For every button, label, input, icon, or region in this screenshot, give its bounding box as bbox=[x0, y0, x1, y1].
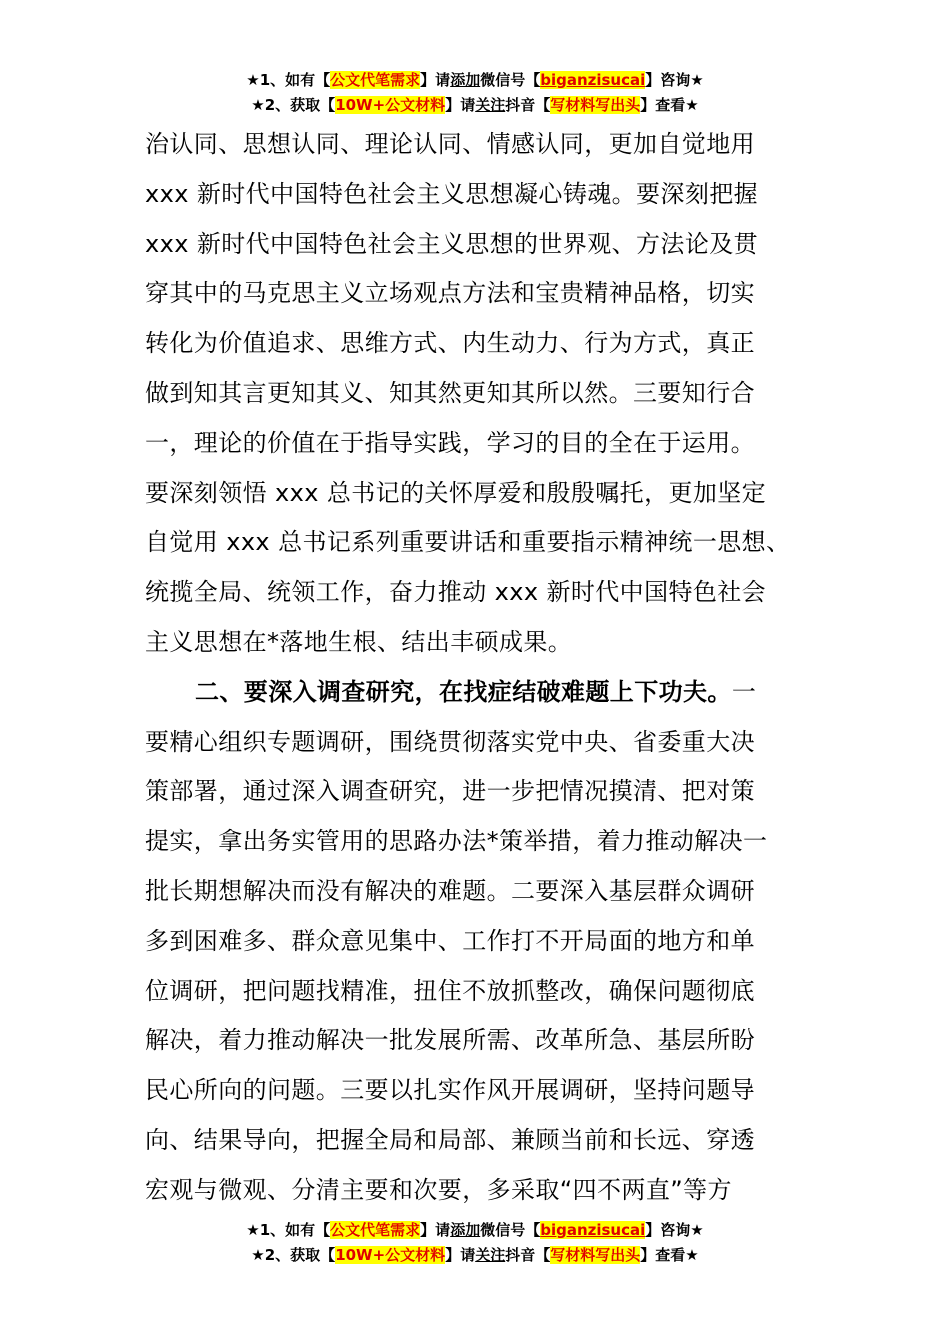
body-line: xxx 新时代中国特色社会主义思想凝心铸魂。要深刻把握 bbox=[145, 179, 759, 208]
body-line: 一，理论的价值在于指导实践，学习的目的全在于运用。 bbox=[145, 428, 755, 457]
body-line: 穿其中的马克思主义立场观点方法和宝贵精神品格，切实 bbox=[145, 279, 755, 308]
banner-text: 微信号【 bbox=[480, 1221, 541, 1239]
banner-text: ★1、如有【 bbox=[246, 1221, 331, 1239]
banner-underlined: 添加 bbox=[450, 71, 481, 89]
banner-highlight: 10W+公文材料 bbox=[335, 1246, 446, 1264]
body-line: 批长期想解决而没有解决的难题。二要深入基层群众调研 bbox=[145, 876, 755, 905]
banner-text: ★2、获取【 bbox=[251, 96, 336, 114]
banner-text: 】请 bbox=[445, 96, 476, 114]
banner-text: ★2、获取【 bbox=[251, 1246, 336, 1264]
body-line: 要精心组织专题调研，围绕贯彻落实党中央、省委重大决 bbox=[145, 727, 755, 756]
body-line: 宏观与微观、分清主要和次要，多采取“四不两直”等方 bbox=[145, 1175, 732, 1204]
body-line: xxx 新时代中国特色社会主义思想的世界观、方法论及贯 bbox=[145, 229, 759, 258]
body-line: 自觉用 xxx 总书记系列重要讲话和重要指示精神统一思想、 bbox=[145, 528, 791, 557]
body-line: 转化为价值追求、思维方式、内生动力、行为方式，真正 bbox=[145, 329, 755, 358]
body-line: 治认同、思想认同、理论认同、情感认同，更加自觉地用 bbox=[145, 130, 755, 158]
banner-highlight: 10W+公文材料 bbox=[335, 96, 446, 114]
banner-highlight: 公文代笔需求 bbox=[330, 1221, 421, 1239]
banner-text: 】咨询★ bbox=[645, 71, 704, 89]
banner-underlined: 添加 bbox=[450, 1221, 481, 1239]
banner-highlight: 写材料写出头 bbox=[550, 96, 641, 114]
body-line: 向、结果导向，把握全局和局部、兼顾当前和长远、穿透 bbox=[145, 1125, 755, 1154]
banner-underlined: 关注 bbox=[475, 1246, 506, 1264]
banner-underlined: 关注 bbox=[475, 96, 506, 114]
banner-text: 微信号【 bbox=[480, 71, 541, 89]
document-body bbox=[145, 120, 813, 1216]
banner-text: 抖音【 bbox=[505, 1246, 551, 1264]
body-line: 位调研，把问题找精准，扭住不放抓整改，确保问题彻底 bbox=[145, 976, 755, 1005]
section-heading-continuation: 一 bbox=[731, 677, 757, 706]
banner-text: 】请 bbox=[445, 1246, 476, 1264]
banner-text: 】查看★ bbox=[640, 96, 699, 114]
banner-line-1 bbox=[0, 1218, 950, 1243]
body-line: 主义思想在*落地生根、结出丰硕成果。 bbox=[145, 627, 573, 656]
header-banner bbox=[0, 68, 950, 118]
banner-text: 抖音【 bbox=[505, 96, 551, 114]
banner-text: 】请 bbox=[420, 71, 451, 89]
banner-text: 】查看★ bbox=[640, 1246, 699, 1264]
body-line: 做到知其言更知其义、知其然更知其所以然。三要知行合 bbox=[145, 378, 755, 407]
body-line: 多到困难多、群众意见集中、工作打不开局面的地方和单 bbox=[145, 926, 755, 955]
banner-wechat-id: biganzisucai bbox=[540, 71, 646, 89]
banner-line-2 bbox=[0, 93, 950, 118]
footer-banner bbox=[0, 1218, 950, 1268]
section-heading: 二、要深入调查研究，在找症结破难题上下功夫。 bbox=[195, 677, 732, 706]
banner-line-1 bbox=[0, 68, 950, 93]
banner-text: 】请 bbox=[420, 1221, 451, 1239]
body-line: 策部署，通过深入调查研究，进一步把情况摸清、把对策 bbox=[145, 777, 755, 806]
body-line: 统揽全局、统领工作，奋力推动 xxx 新时代中国特色社会 bbox=[145, 578, 767, 607]
body-line: 要深刻领悟 xxx 总书记的关怀厚爱和殷殷嘱托，更加坚定 bbox=[145, 478, 767, 507]
section-heading-line bbox=[145, 668, 813, 718]
body-line: 提实，拿出务实管用的思路办法*策举措，着力推动解决一 bbox=[145, 827, 768, 856]
banner-highlight: 公文代笔需求 bbox=[330, 71, 421, 89]
banner-highlight: 写材料写出头 bbox=[550, 1246, 641, 1264]
body-line: 民心所向的问题。三要以扎实作风开展调研，坚持问题导 bbox=[145, 1076, 755, 1105]
banner-text: ★1、如有【 bbox=[246, 71, 331, 89]
banner-text: 】咨询★ bbox=[645, 1221, 704, 1239]
body-line: 解决，着力推动解决一批发展所需、改革所急、基层所盼 bbox=[145, 1026, 755, 1055]
banner-wechat-id: biganzisucai bbox=[540, 1221, 646, 1239]
banner-line-2 bbox=[0, 1243, 950, 1268]
